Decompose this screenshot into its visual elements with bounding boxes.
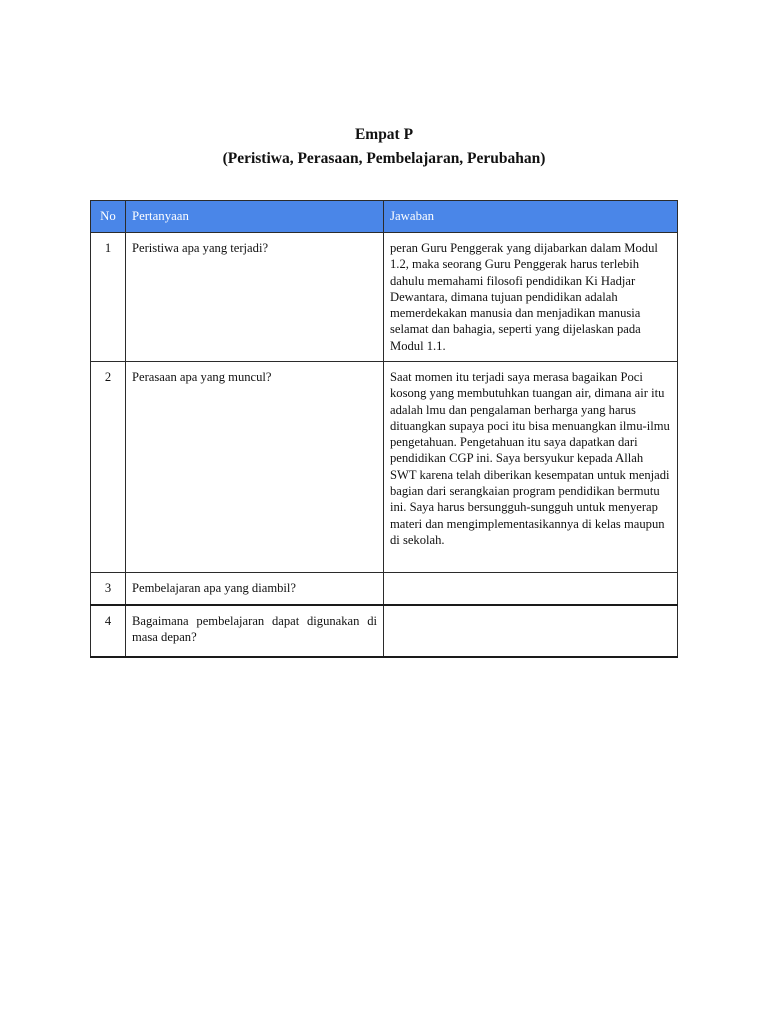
row-question: Pembelajaran apa yang diambil? [126, 573, 384, 606]
reflection-table [90, 200, 678, 658]
row-number: 3 [91, 573, 126, 606]
table-row [91, 605, 678, 657]
row-question: Bagaimana pembelajaran dapat digunakan di masa depan? [126, 605, 384, 657]
row-answer: Saat momen itu terjadi saya merasa bagaikan Poci kosong yang membutuhkan tuangan air, dimana air itu adalah lmu dan pengalaman berharga yang harus dituangkan supaya poci itu bisa menuangkan ilmu-ilmu pengetahuan. Pengetahuan itu saya dapatkan dari pendidikan CGP ini. Saya bersyukur kepada Allah SWT karena telah diberikan kesempatan untuk menjadi bagian dari serangkaian program pendidikan bermutu ini. Saya harus bersungguh-sungguh untuk menyerap materi dan mengimplementasikannya di kelas maupun di sekolah. [384, 362, 678, 573]
row-number: 1 [91, 233, 126, 362]
table-header-row [91, 201, 678, 233]
header-answer: Jawaban [384, 201, 678, 233]
document-title: Empat P [354, 126, 414, 143]
row-answer [384, 605, 678, 657]
row-number: 4 [91, 605, 126, 657]
row-answer [384, 573, 678, 606]
row-question: Perasaan apa yang muncul? [126, 362, 384, 573]
row-answer: peran Guru Penggerak yang dijabarkan dalam Modul 1.2, maka seorang Guru Penggerak harus terlebih dahulu memahami filosofi pendidikan Ki Hadjar Dewantara, dimana tujuan pendidikan adalah memerdekakan manusia dan menjadikan manusia selamat dan bahagia, seperti yang dijelaskan pada Modul 1.1. [384, 233, 678, 362]
row-number: 2 [91, 362, 126, 573]
table-row [91, 573, 678, 606]
header-no: No [91, 201, 126, 233]
title-block [0, 124, 768, 170]
table-row [91, 233, 678, 362]
row-question: Peristiwa apa yang terjadi? [126, 233, 384, 362]
document-subtitle: (Peristiwa, Perasaan, Pembelajaran, Perubahan) [222, 150, 546, 167]
header-question: Pertanyaan [126, 201, 384, 233]
table-row [91, 362, 678, 573]
